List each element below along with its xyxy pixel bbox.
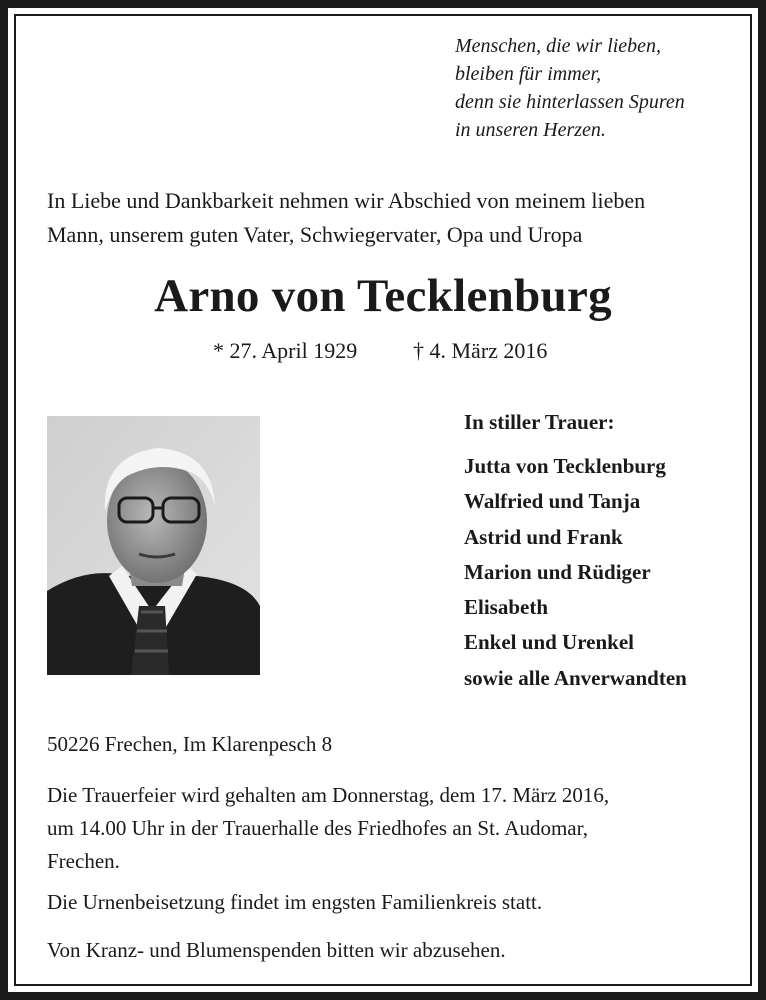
mourner-name: Enkel und Urenkel bbox=[464, 630, 634, 655]
deceased-name: Arno von Tecklenburg bbox=[154, 270, 612, 322]
flowers-note: Von Kranz- und Blumenspenden bitten wir abzusehen. bbox=[47, 938, 506, 962]
poem-line: denn sie hinterlassen Spuren bbox=[455, 91, 685, 113]
portrait-photo bbox=[47, 416, 260, 675]
poem-line: bleiben für immer, bbox=[455, 63, 602, 85]
portrait-illustration bbox=[47, 416, 260, 675]
poem-line: Menschen, die wir lieben, bbox=[455, 35, 662, 57]
mourner-name: sowie alle Anverwandten bbox=[464, 665, 687, 690]
mourners-heading: In stiller Trauer: bbox=[464, 410, 615, 434]
mourner-name: Marion und Rüdiger bbox=[464, 559, 651, 584]
ceremony-line: Frechen. bbox=[47, 849, 120, 873]
death-date: † 4. März 2016 bbox=[413, 338, 548, 363]
ceremony-line: um 14.00 Uhr in der Trauerhalle des Friedhofes an St. Audomar, bbox=[47, 816, 588, 840]
family-address: 50226 Frechen, Im Klarenpesch 8 bbox=[47, 732, 333, 756]
mourner-name: Jutta von Tecklenburg bbox=[464, 454, 666, 478]
birth-date: * 27. April 1929 bbox=[213, 338, 358, 363]
intro-line: Mann, unserem guten Vater, Schwiegervater, Opa und Uropa bbox=[47, 222, 583, 247]
mourners-list bbox=[464, 405, 754, 696]
poem-line: in unseren Herzen. bbox=[455, 119, 606, 141]
farewell-intro bbox=[47, 184, 737, 252]
mourner-name: Astrid und Frank bbox=[464, 524, 623, 549]
mourner-name: Elisabeth bbox=[464, 595, 549, 620]
memorial-poem bbox=[455, 32, 745, 144]
burial-note: Die Urnenbeisetzung findet im engsten Familienkreis statt. bbox=[47, 890, 543, 914]
intro-line: In Liebe und Dankbarkeit nehmen wir Abschied von meinem lieben bbox=[47, 188, 646, 213]
mourner-name: Walfried und Tanja bbox=[464, 489, 641, 514]
ceremony-line: Die Trauerfeier wird gehalten am Donnerstag, dem 17. März 2016, bbox=[47, 783, 610, 807]
ceremony-details bbox=[47, 779, 737, 878]
